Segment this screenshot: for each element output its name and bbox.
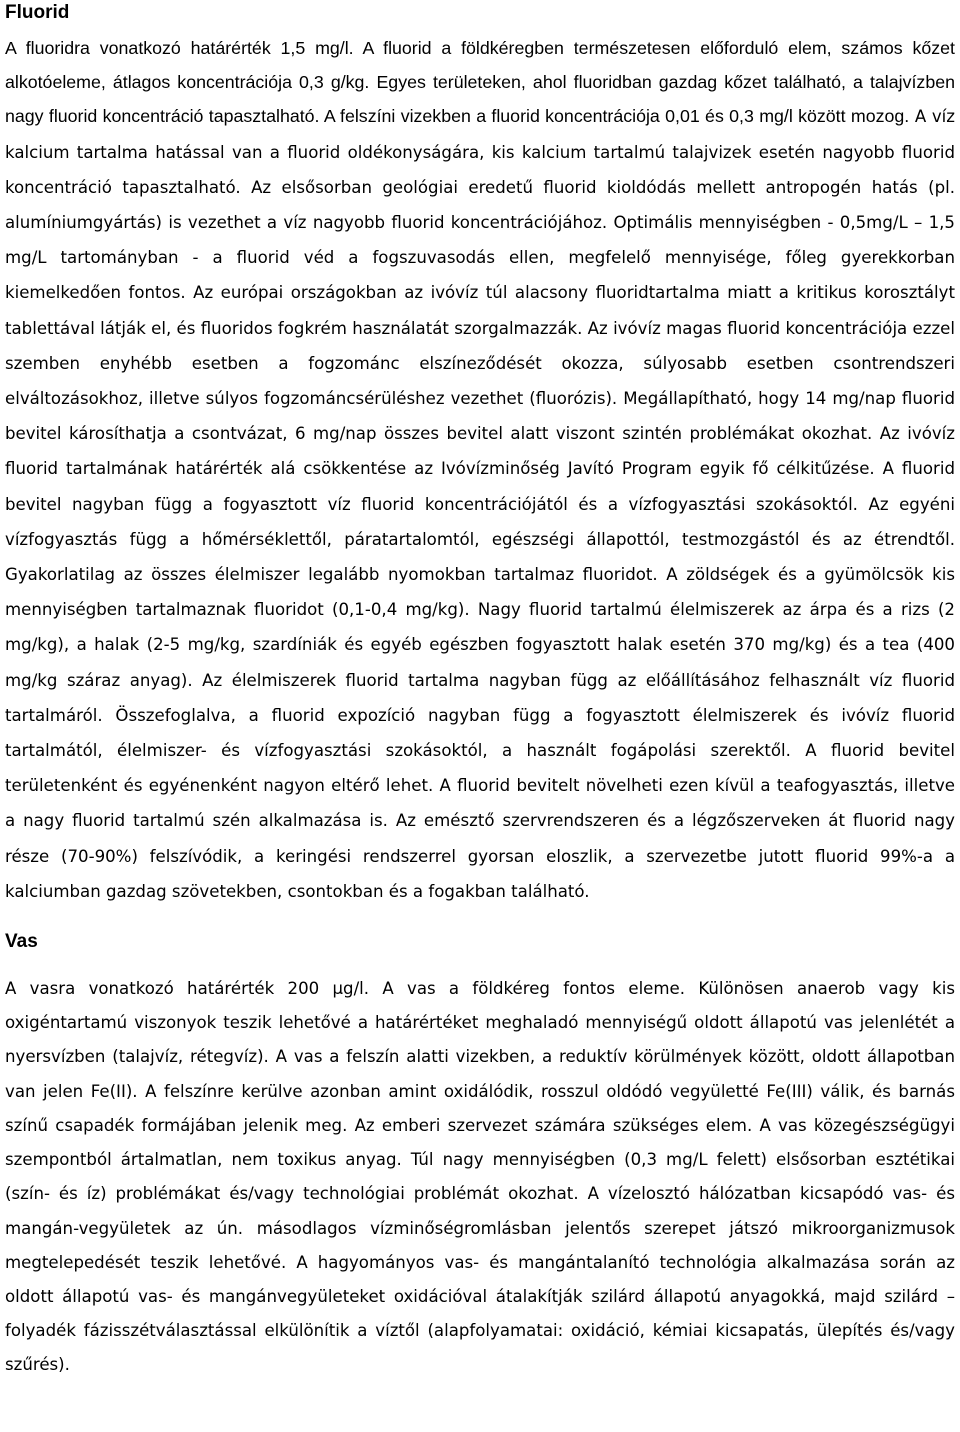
paragraph-fluorid-intro: A fluoridra vonatkozó határérték 1,5 mg/l. A fluorid a földkéregben természetesen előforduló elem, számos kőzet alkotóeleme, átlagos koncentrációja 0,3 g/kg. Egyes területeken, ahol fluoridban gazdag kőzet található, a talajvízben nagy fluorid koncentráció tapasztalható. A felszíni vizekben a fluorid koncentrációja 0,01 és 0,3 mg/l között mozog. — [5, 38, 955, 127]
paragraph-fluorid — [5, 31, 955, 909]
paragraph-fluorid-main: A víz kalcium tartalma hatással van a fluorid oldékonyságára, kis kalcium tartalmú talajvizek esetén nagyobb fluorid koncentráció tapasztalható. Az elsősorban geológiai eredetű fluorid kioldódás mellett antropogén hatás (pl. alumíniumgyártás) is vezethet a víz nagyobb fluorid koncentrációjához. Optimális mennyiségben - 0,5mg/L – 1,5 mg/L tartományban - a fluorid véd a fogszuvasodás ellen, megfelelő mennyisége, főleg gyerekkorban kiemelkedően fontos. Az európai országokban az ivóvíz túl alacsony fluoridtartalma miatt a kritikus korosztályt tablettával látják el, és fluoridos fogkrém használatát szorgalmazzák. Az ivóvíz magas fluorid koncentrációja ezzel szemben enyhébb esetben a fogzománc elszíneződését okozza, súlyosabb esetben csontrendszeri elváltozásokhoz, illetve súlyos fogzománcsérüléshez vezethet (fluorózis). Megállapítható, hogy 14 mg/nap fluorid bevitel károsíthatja a csontvázat, 6 mg/nap összes bevitel alatt viszont szintén problémákat okozhat. Az ivóvíz fluorid tartalmának határérték alá csökkentése az Ivóvízminőség Javító Program egyik fő célkitűzése. A fluorid bevitel nagyban függ a fogyasztott víz fluorid koncentrációjától és a vízfogyasztási szokásoktól. Az egyéni vízfogyasztás függ a hőmérséklettől, páratartalomtól, egészségi állapottól, testmozgástól és az étrendtől. Gyakorlatilag az összes élelmiszer legalább nyomokban tartalmaz fluoridot. A zöldségek és a gyümölcsök kis mennyiségben tartalmaznak fluoridot (0,1-0,4 mg/kg). Nagy fluorid tartalmú élelmiszerek az árpa és a rizs (2 mg/kg), a halak (2-5 mg/kg, szardíniák és egyéb egészben fogyasztott halak esetén 370 mg/kg) és a tea (400 mg/kg száraz anyag). Az élelmiszerek fluorid tartalma nagyban függ az előállításához felhasznált víz fluorid tartalmáról. Összefoglalva, a fluorid expozíció nagyban függ a fogyasztott élelmiszerek és ivóvíz fluorid tartalmától, élelmiszer- és vízfogyasztási szokásoktól, a használt fogápolási szerektől. A fluorid bevitel területenként és egyénenként nagyon eltérő lehet. A fluorid bevitelt növelheti ezen kívül a teafogyasztás, illetve a nagy fluorid tartalmú szén alkalmazása is. Az emésztő szervrendszeren és a légzőszerveken át fluorid nagy része (70-90%) felszívódik, a keringési rendszerrel gyorsan eloszlik, a szervezetbe jutott fluorid 99%-a a kalciumban gazdag szövetekben, csontokban és a fogakban található. — [5, 107, 955, 901]
paragraph-vas: A vasra vonatkozó határérték 200 µg/l. A vas a földkéreg fontos eleme. Különösen anaerob vagy kis oxigéntartamú viszonyok teszik lehetővé a határértéket meghaladó mennyiségű oldott állapotú vas jelenlétét a nyersvízben (talajvíz, rétegvíz). A vas a felszín alatti vizekben, a reduktív körülmények között, oldott állapotban van jelen Fe(II). A felszínre kerülve azonban amint oxidálódik, rosszul oldódó vegyületté Fe(III) válik, és barnás színű csapadék formájában jelenik meg. Az emberi szervezet számára szükséges elem. A vas közegészségügyi szempontból ártalmatlan, nem toxikus anyag. Túl nagy mennyiségben (0,3 mg/L felett) elsősorban esztétikai (szín- és íz) problémákat és/vagy technológiai problémát okozhat. A vízelosztó hálózatban kicsapódó vas- és mangán-vegyületek az ún. másodlagos vízminőségromlásban jelentős szerepet játszó mikroorganizmusok megtelepedését teszik lehetővé. A hagyományos vas- és mangántalanító technológia alkalmazása során az oldott állapotú vas- és mangánvegyületeket oxidációval átalakítják szilárd állapotú anyagokká, majd szilárd – folyadék fázisszétválasztással elkülönítik a víztől (alapfolyamatai: oxidáció, kémiai kicsapatás, ülepítés és/vagy szűrés). — [5, 979, 955, 1375]
section-title-fluorid: Fluorid — [5, 2, 70, 23]
section-title-vas: Vas — [5, 931, 38, 953]
document-page — [5, 0, 955, 1383]
